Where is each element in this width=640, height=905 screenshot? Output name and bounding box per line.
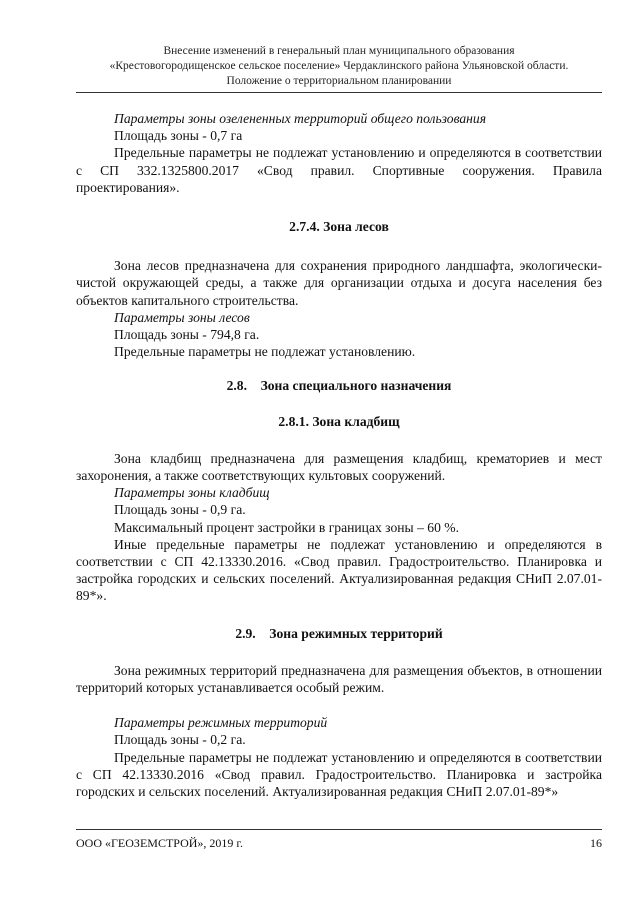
green-zone-limits: Предельные параметры не подлежат установлению и определяются в соответствии с СП 332.1325800.2017 «Свод правил. Спортивные сооружения. Правила проектирования». [76,145,602,195]
forest-zone-description: Зона лесов предназначена для сохранения природного ландшафта, экологически-чистой окружающей среды, а также для организации отдыха и досуга населения без объектов капитального строительства. [76,258,602,308]
footer-divider [76,829,602,830]
cemetery-zone-description: Зона кладбищ предназначена для размещения кладбищ, крематориев и мест захоронения, а также соответствующих культовых сооружений. [76,450,602,484]
forest-zone-limits: Предельные параметры не подлежат установлению. [114,344,416,360]
regime-zone-area: Площадь зоны - 0,2 га. [114,732,246,748]
special-zone-heading: 2.8. Зона специального назначения [226,378,452,394]
regime-zone-limits: Предельные параметры не подлежат установлению и определяются в соответствии с СП 42.13330.2016 «Свод правил. Градостроительство. Планировка и застройка городских и сельских поселений. Актуализированная редакция СНиП 2.07.01-89*» [76,749,602,800]
page-number: 16 [590,836,602,850]
header-line-3: Положение о территориальном планировании [226,75,452,87]
regime-zone-params-title: Параметры режимных территорий [114,715,328,731]
green-zone-area: Площадь зоны - 0,7 га [114,128,243,144]
cemetery-zone-max-build: Максимальный процент застройки в границах зоны – 60 %. [114,519,459,535]
green-zone-params-title: Параметры зоны озелененных территорий общего пользования [114,111,487,126]
header-divider [76,92,602,93]
page-content [76,110,602,800]
cemetery-zone-area: Площадь зоны - 0,9 га. [114,502,246,518]
header-line-1: Внесение изменений в генеральный план муниципального образования [163,45,515,57]
regime-zone-heading: 2.9. Зона режимных территорий [235,625,443,641]
page-header [76,44,602,89]
forest-zone-params-title: Параметры зоны лесов [114,309,250,325]
forest-zone-heading: 2.7.4. Зона лесов [289,219,389,235]
regime-zone-description: Зона режимных территорий предназначена для размещения объектов, в отношении территорий которых устанавливается особый режим. [76,662,602,696]
cemetery-zone-params-title: Параметры зоны кладбищ [114,485,270,501]
forest-zone-area: Площадь зоны - 794,8 га. [114,327,260,343]
cemetery-zone-limits: Иные предельные параметры не подлежат установлению и определяются в соответствии с СП 42.13330.2016. «Свод правил. Градостроительство. Планировка и застройка городских и сельских поселений. Актуализированная редакция СНиП 2.07.01-89*». [76,536,602,604]
header-line-2: «Крестовогородищенское сельское поселение» Чердаклинского района Ульяновской области. [109,60,569,72]
footer-company: ООО «ГЕОЗЕМСТРОЙ», 2019 г. [76,836,243,850]
cemetery-zone-heading: 2.8.1. Зона кладбищ [278,413,400,429]
